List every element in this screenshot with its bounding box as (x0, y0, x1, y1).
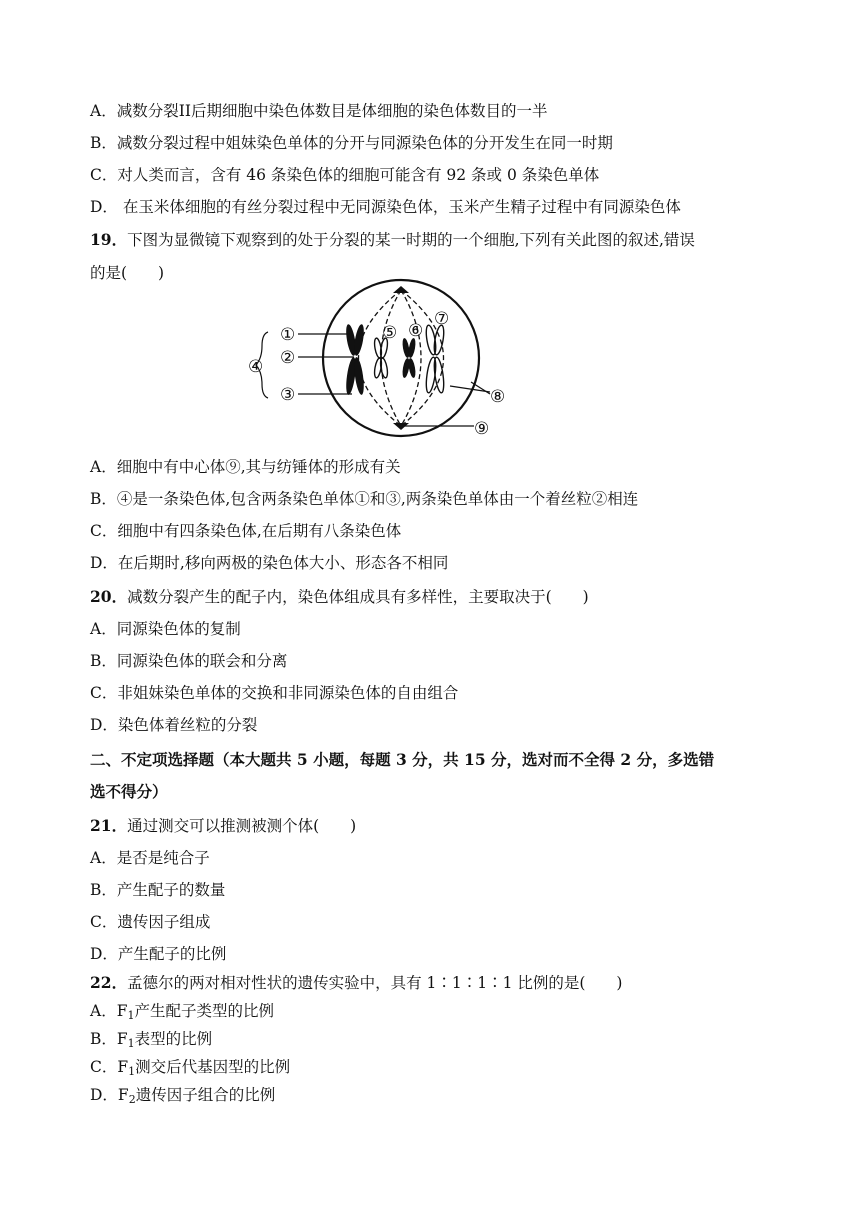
q22-stem-text: 孟德尔的两对相对性状的遗传实验中，具有 1∶1∶1∶1 比例的是( ) (127, 974, 623, 992)
q22-option-b (90, 1028, 212, 1050)
figure-labels (248, 309, 505, 438)
q21-number: 21． (90, 816, 128, 835)
q22-option-c (90, 1056, 290, 1078)
q20-number: 20． (90, 587, 128, 606)
q19-option-d: D．在后期时,移向两极的染色体大小、形态各不相同 (90, 554, 449, 572)
label-2: ② (280, 348, 296, 368)
q21-option-b: B．产生配子的数量 (90, 881, 226, 899)
option-subscript: 2 (128, 1093, 136, 1106)
option-subscript: 1 (128, 1065, 136, 1078)
q19-number: 19． (90, 230, 128, 249)
leader-lines (256, 332, 490, 426)
chromosome-large-outline (424, 325, 445, 394)
q19-stem-text: 下图为显微镜下观察到的处于分裂的某一时期的一个细胞,下列有关此图的叙述,错误 (127, 231, 695, 249)
label-7: ⑦ (434, 309, 450, 329)
label-4: ④ (248, 357, 264, 377)
section2-heading-line2: 选不得分） (90, 782, 168, 801)
q18-option-b: B．减数分裂过程中姐妹染色单体的分开与同源染色体的分开发生在同一时期 (90, 134, 613, 152)
q21-stem-text: 通过测交可以推测被测个体( ) (127, 817, 357, 835)
q19-option-a: A．细胞中有中心体⑨,其与纺锤体的形成有关 (90, 458, 401, 476)
q21-stem (90, 815, 356, 837)
option-prefix: A．F (90, 1002, 128, 1020)
option-text: 产生配子类型的比例 (134, 1002, 274, 1020)
q22-number: 22． (90, 973, 128, 992)
q20-option-c: C．非姐妹染色单体的交换和非同源染色体的自由组合 (90, 684, 459, 702)
q20-option-d: D．染色体着丝粒的分裂 (90, 716, 258, 734)
q21-option-c: C．遗传因子组成 (90, 913, 211, 931)
label-1: ① (280, 325, 296, 345)
spindle-fibers (359, 290, 444, 426)
q21-option-a: A．是否是纯合子 (90, 849, 210, 867)
label-6: ⑥ (408, 321, 424, 341)
q18-option-c: C．对人类而言，含有 46 条染色体的细胞可能含有 92 条或 0 条染色单体 (90, 166, 600, 184)
option-text: 遗传因子组合的比例 (135, 1086, 276, 1104)
cell-membrane (323, 280, 479, 436)
cell-division-figure (246, 278, 526, 438)
q22-stem (90, 972, 622, 994)
label-3: ③ (280, 385, 296, 405)
chromosome-small-outline (373, 338, 388, 379)
centriole-top (393, 286, 409, 293)
q21-option-d: D．产生配子的比例 (90, 945, 227, 963)
q20-option-b: B．同源染色体的联会和分离 (90, 652, 288, 670)
q20-option-a: A．同源染色体的复制 (90, 620, 241, 638)
chromosome-small-filled (401, 338, 416, 379)
q20-stem (90, 586, 589, 608)
label-9: ⑨ (474, 419, 490, 438)
q22-option-d (90, 1084, 275, 1106)
q18-option-a: A．减数分裂II后期细胞中染色体数目是体细胞的染色体数目的一半 (90, 102, 548, 120)
q19-option-c: C．细胞中有四条染色体,在后期有八条染色体 (90, 522, 402, 540)
option-text: 测交后代基因型的比例 (135, 1058, 291, 1076)
label-5: ⑤ (382, 323, 398, 343)
section2-heading-line1: 二、不定项选择题（本大题共 5 小题，每题 3 分，共 15 分，选对而不全得 2 分，多选错 (90, 750, 715, 769)
label-8: ⑧ (490, 387, 506, 407)
option-prefix: C．F (90, 1058, 129, 1076)
q22-option-a (90, 1000, 274, 1022)
option-text: 表型的比例 (134, 1030, 213, 1048)
option-prefix: D．F (90, 1086, 129, 1104)
option-prefix: B．F (90, 1030, 128, 1048)
option-subscript: 1 (127, 1037, 135, 1050)
q19-option-b: B．④是一条染色体,包含两条染色单体①和③,两条染色单体由一个着丝粒②相连 (90, 490, 639, 508)
q19-stem-line2: 的是( ) (90, 264, 165, 282)
q20-stem-text: 减数分裂产生的配子内，染色体组成具有多样性，主要取决于( ) (127, 588, 589, 606)
q19-stem-line1 (90, 229, 695, 251)
q18-option-d: D． 在玉米体细胞的有丝分裂过程中无同源染色体，玉米产生精子过程中有同源染色体 (90, 198, 681, 216)
option-subscript: 1 (127, 1009, 135, 1022)
